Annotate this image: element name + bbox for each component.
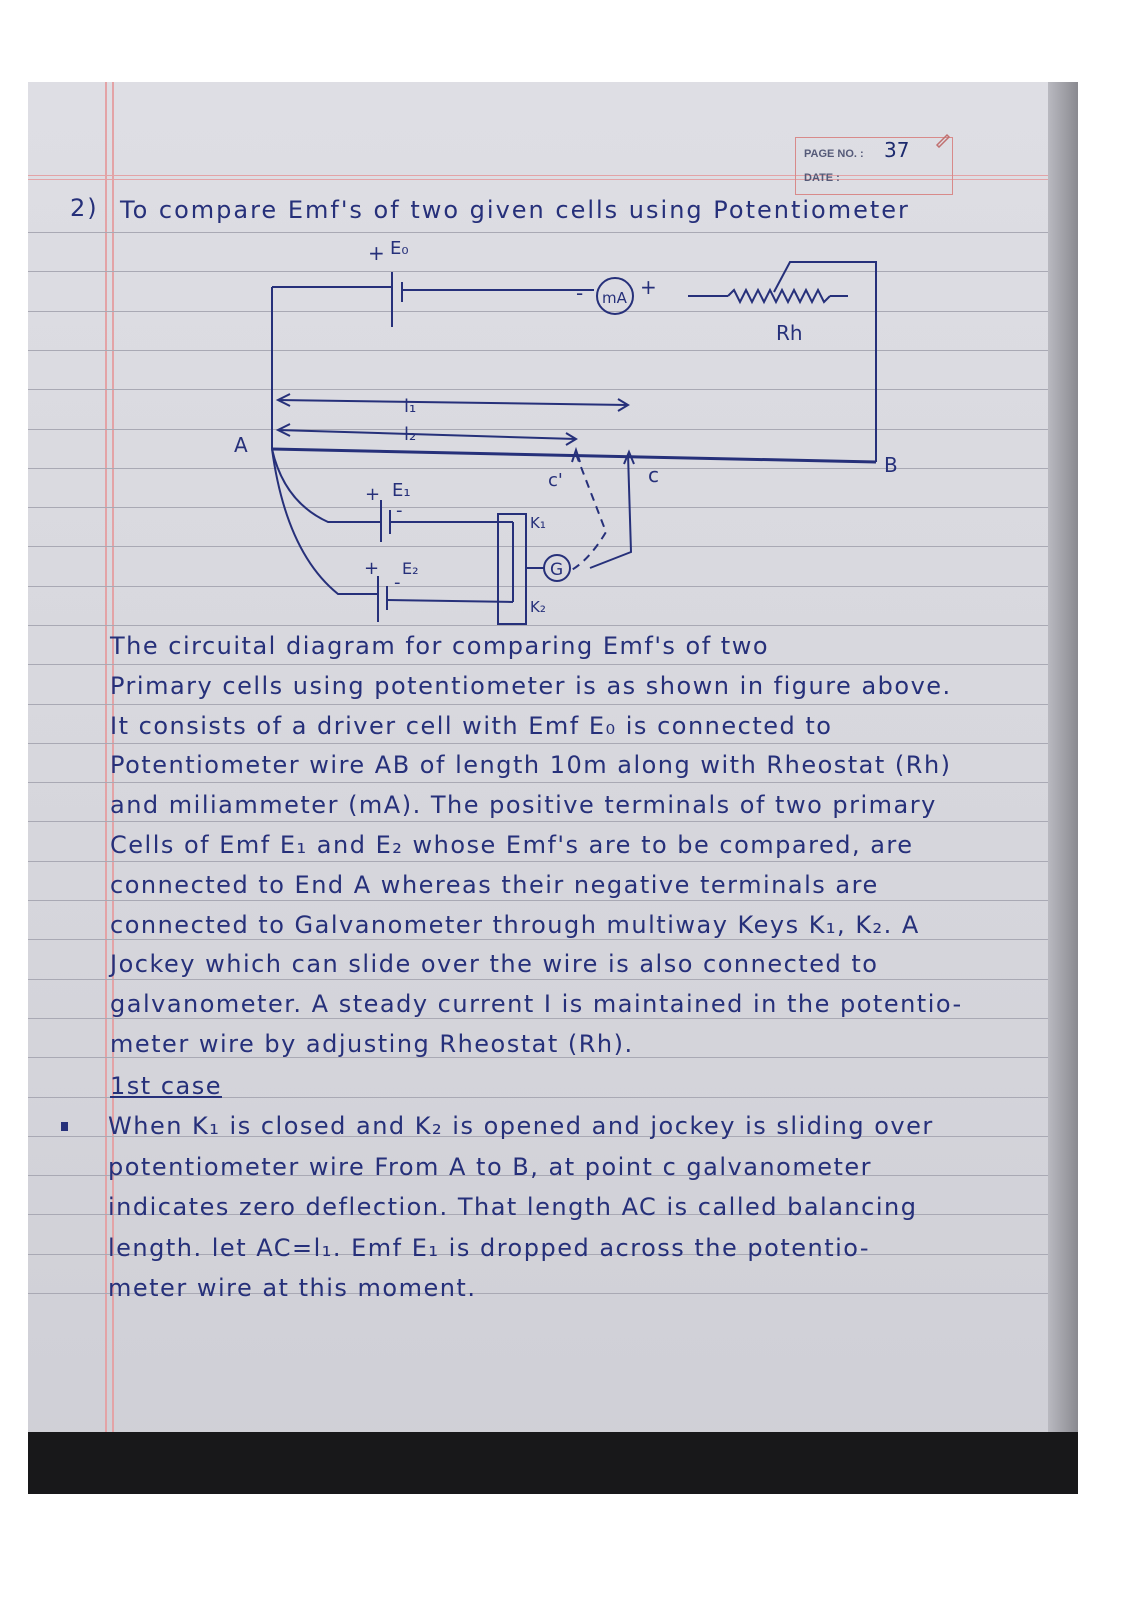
rule-line (28, 743, 1048, 744)
text-line: Jockey which can slide over the wire is also connected to (110, 950, 879, 979)
bullet-mark (61, 1122, 68, 1131)
key1-label: K₁ (530, 514, 546, 532)
text-line: The circuital diagram for comparing Emf's of two (110, 632, 770, 660)
page-no-label: PAGE NO. : (804, 148, 864, 160)
rule-line (28, 900, 1048, 901)
circuit-wire (387, 600, 513, 602)
cell2-label: E₂ (402, 559, 419, 578)
driver-plus-label: + (368, 241, 385, 265)
text-line: connected to End A whereas their negative terminals are (110, 870, 879, 899)
text-line: galvanometer. A steady current I is maintained in the potentio- (110, 990, 963, 1019)
text-line: When K₁ is closed and K₂ is opened and jockey is sliding over (108, 1112, 934, 1140)
jockey-dashed-path (568, 454, 606, 572)
bottom-shadow (28, 1432, 1078, 1494)
rule-line (28, 979, 1048, 980)
rule-line (28, 861, 1048, 862)
text-line: Primary cells using potentiometer is as shown in figure above. (110, 671, 952, 700)
ammeter-label: mA (602, 289, 627, 307)
text-line: Potentiometer wire AB of length 10m along with Rheostat (Rh) (110, 751, 952, 780)
point-a-label: A (234, 433, 248, 457)
ammeter-plus-label: + (640, 275, 657, 299)
page-no-value: 37 (884, 138, 910, 162)
rule-line (28, 939, 1048, 940)
point-c-prime-label: c' (548, 470, 563, 491)
page-title: To compare Emf's of two given cells using Potentiometer (120, 196, 910, 224)
text-line: meter wire by adjusting Rheostat (Rh). (110, 1030, 634, 1058)
date-label: DATE : (804, 172, 840, 184)
text-line: meter wire at this moment. (108, 1274, 477, 1302)
text-line: Cells of Emf E₁ and E₂ whose Emf's are to be compared, are (110, 831, 914, 859)
ammeter-minus-label: - (576, 281, 584, 305)
rule-line (28, 704, 1048, 705)
notebook-page (28, 82, 1078, 1494)
point-c-label: c (648, 463, 659, 487)
text-line: and miliammeter (mA). The positive terminals of two primary (110, 791, 937, 820)
jockey-wire (590, 454, 631, 568)
text-line: potentiometer wire From A to B, at point c galvanometer (108, 1152, 873, 1181)
key2-label: K₂ (530, 598, 546, 616)
rule-line (28, 664, 1048, 665)
cell1-plus-label: + (365, 484, 381, 505)
rule-line (28, 821, 1048, 822)
galvanometer-label: G (550, 560, 564, 580)
rule-line (28, 782, 1048, 783)
case-heading: 1st case (110, 1072, 222, 1100)
potentiometer-circuit-diagram (28, 82, 1078, 642)
question-number: 2) (70, 194, 99, 222)
length2-arrow (278, 430, 576, 439)
text-line: connected to Galvanometer through multiway Keys K₁, K₂. A (110, 910, 920, 939)
point-b-label: B (884, 453, 898, 477)
text-line: length. let AC=l₁. Emf E₁ is dropped across the potentio- (108, 1233, 871, 1262)
cell1-label: E₁ (392, 480, 411, 501)
cell1-minus-label: - (396, 500, 403, 521)
text-line: It consists of a driver cell with Emf E₀ is connected to (110, 711, 833, 740)
text-line: indicates zero deflection. That length AC is called balancing (108, 1193, 918, 1221)
cell2-plus-label: + (364, 558, 380, 579)
rheostat-slider-wire (774, 262, 876, 462)
length1-arrow (278, 400, 628, 405)
length2-label: l₂ (404, 424, 417, 445)
rheostat-resistor (728, 290, 830, 302)
length1-label: l₁ (404, 396, 417, 417)
rheostat-label: Rh (776, 321, 803, 345)
driver-cell-label: E₀ (390, 238, 409, 259)
cell2-minus-label: - (394, 572, 401, 593)
